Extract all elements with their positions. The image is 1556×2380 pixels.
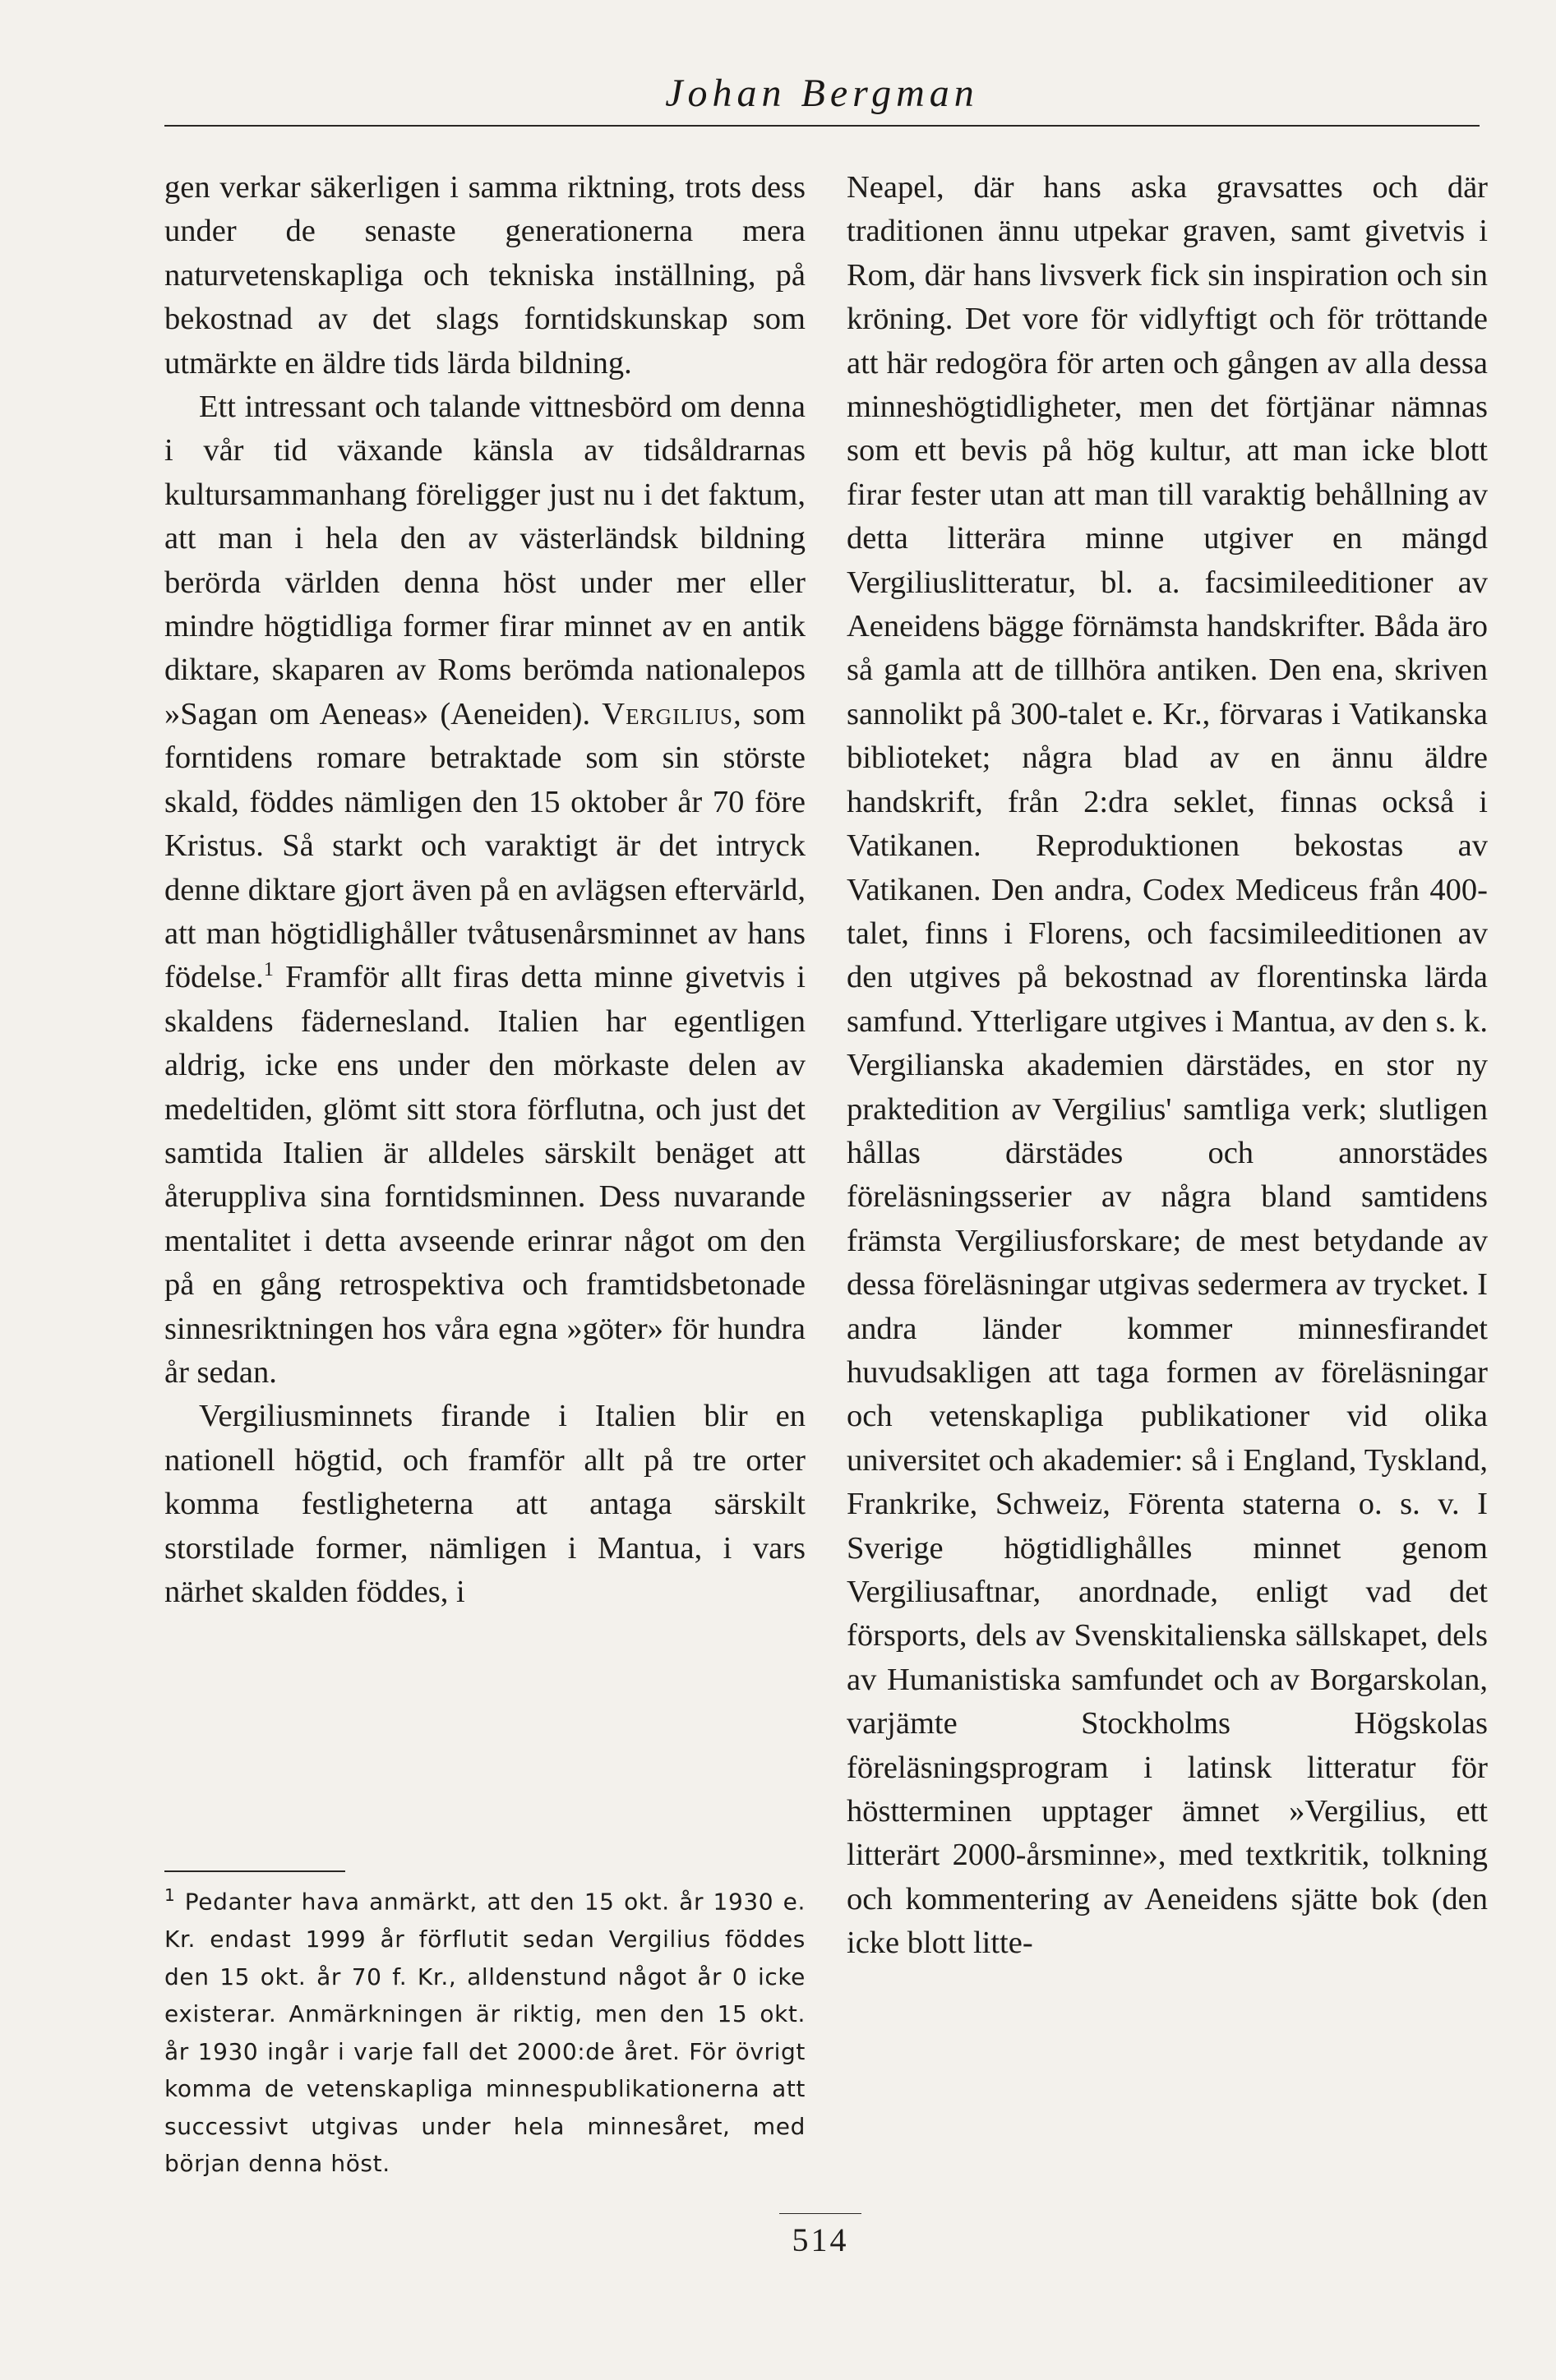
paragraph-text: , som forntidens romare betraktade som sin störste skald, föddes nämligen den 15 oktober år 70 före Kristus. Så starkt och varaktigt är det intryck denne diktare gjort även på en avlägsen eftervärld, att man högtidlighåller tvåtusenårsminnet av hans födelse. (164, 696, 806, 995)
paragraph-text: Framför allt firas detta minne givetvis i skaldens fädernesland. Italien har egentligen aldrig, icke ens under den mörkaste delen av medeltiden, glömt sitt stora förflutna, och just det samtida Italien är alldeles särskilt benäget att återuppliva sina forntidsminnen. Dess nuvarande mentalitet i detta avseende erinrar något om den på en gång retrospektiva och framtidsbetonade sinnesriktningen hos våra egna »göter» för hundra år sedan. (164, 960, 806, 1390)
left-column (164, 166, 806, 1614)
running-head: Johan Bergman (665, 71, 979, 115)
paragraph-text: Ett intressant och talande vittnesbörd om denna i vår tid växande känsla av tidsåldrarnas kultursammanhang föreligger just nu i det faktum, att man i hela den av västerländsk bildning berörda världen denna höst under mer eller mindre högtidliga former firar minnet av en antik diktare, skaparen av Roms berömda nationalepos »Sagan om Aeneas» (Aeneiden). (164, 390, 806, 731)
paragraph: Vergiliusminnets firande i Italien blir en nationell högtid, och framför allt på tre orter komma festligheterna att antaga särskilt storstilade former, nämligen i Mantua, i vars närhet skalden föddes, i (164, 1399, 806, 1609)
footnote-rule (164, 1870, 345, 1872)
footnote-marker: 1 (164, 1885, 176, 1905)
footnote-text: Pedanter hava anmärkt, att den 15 okt. år 1930 e. Kr. endast 1999 år förflutit sedan Vergilius föddes den 15 okt. år 70 f. Kr., alldenstund något år 0 icke existerar. Anmärkningen är riktig, men den 15 okt. år 1930 ingår i varje fall det 2000:de året. För övrigt komma de vetenskapliga minnespublikationerna att successivt utgivas under hela minnesåret, med början denna höst. (164, 1888, 806, 2178)
page-number: 514 (792, 2221, 849, 2258)
paragraph (164, 385, 806, 1395)
paragraph: gen verkar säkerligen i samma riktning, trots dess under de senaste generationerna mera naturvetenskapliga och tekniska inställning, på bekostnad av det slags forntidskunskap som utmärkte en äldre tids lärda bildning. (164, 170, 806, 381)
footnote-reference[interactable]: 1 (263, 959, 274, 981)
footnote (164, 1877, 806, 2183)
page-number-rule (779, 2213, 861, 2214)
paragraph: Neapel, där hans aska gravsattes och där traditionen ännu utpekar graven, samt givetvis i Rom, där hans livsverk fick sin inspiration och sin kröning. Det vore för vidlyftigt och för tröttande att här redogöra för arten och gången av alla dessa minneshögtidligheter, men det förtjänar nämnas som ett bevis på hög kultur, att man icke blott firar fester utan att man till varaktig behållning av detta litterära minne utgiver en mängd Vergiliuslitteratur, bl. a. facsimileeditioner av Aeneidens bägge förnämsta handskrifter. Båda äro så gamla att de tillhöra antiken. Den ena, skriven sannolikt på 300-talet e. Kr., förvaras i Vatikanska biblioteket; några blad av en ännu äldre handskrift, från 2:dra seklet, finnas också i Vatikanen. Reproduktionen bekostas av Vatikanen. Den andra, Codex Mediceus från 400-talet, finns i Florens, och facsimileeditionen av den utgives på bekostnad av florentinska lärda samfund. Ytterligare utgives i Mantua, av den s. k. Vergilianska akademien därstädes, en stor ny praktedition av Vergilius' samtliga verk; slutligen hållas därstädes och annorstädes föreläsningsserier av några bland samtidens främsta Vergiliusforskare; de mest betydande av dessa föreläsningar utgivas sedermera av trycket. I andra länder kommer minnesfirandet huvudsakligen att taga formen av föreläsningar och vetenskapliga publikationer vid olika universitet och akademier: så i England, Tyskland, Frankrike, Schweiz, Förenta staterna o. s. v. I Sverige högtidlighålles minnet genom Vergiliusaftnar, anordnade, enligt vad det försports, dels av Svenskitalienska sällskapet, dels av Humanistiska samfundet och av Borgarskolan, varjämte Stockholms Högskolas föreläsningsprogram i latinsk litteratur för höstterminen upptager ämnet »Vergilius, ett litterärt 2000-årsminne», med textkritik, tolkning och kommentering av Aeneidens sjätte bok (den icke blott litte- (847, 170, 1488, 1961)
right-column (847, 166, 1488, 1966)
author-name: Vergilius (602, 696, 734, 731)
header-rule (164, 125, 1480, 127)
